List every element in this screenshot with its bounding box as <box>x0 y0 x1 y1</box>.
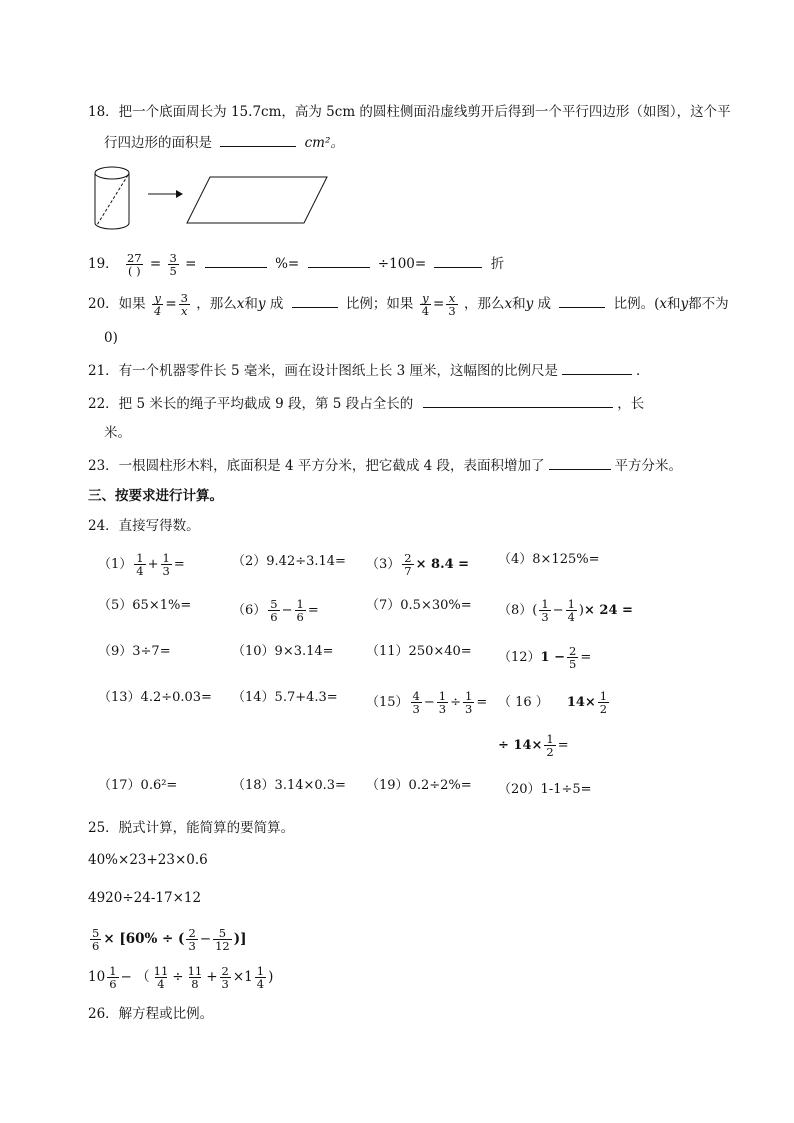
q26-title: 26．解方程或比例。 <box>88 1006 214 1022</box>
q19-line: 19． $\frac{27}{( )}$ = $\frac{3}{5}$ = %= ÷100= 折 <box>88 251 505 278</box>
q24-item-4: （4）8×125%= <box>498 552 600 567</box>
q19-blank-2[interactable] <box>308 253 370 268</box>
q18-line2: 行四边形的面积是 cm²。 <box>104 132 344 153</box>
q25-expr-3: $\frac{5}{6}$ × [60% ÷ ( $\frac{2}{3}$ − $\frac{5}{12}$ )] <box>92 926 247 953</box>
q24-item-8: （8）( $\frac{1}{3}$ − $\frac{1}{4}$ )× 24 = <box>498 597 633 624</box>
q22-blank[interactable] <box>423 393 613 408</box>
q19-fraction-2: $\frac{3}{5}$ <box>169 251 177 278</box>
q20-blank-1[interactable] <box>292 293 338 308</box>
q22-line2: 米。 <box>104 425 131 441</box>
cut-dashed-line <box>97 175 128 225</box>
q24-title: 24．直接写得数。 <box>88 518 200 534</box>
q24-item-18: （18）3.14×0.3= <box>232 778 346 793</box>
cylinder-to-parallelogram-figure <box>88 165 338 235</box>
q24-item-3: （3） $\frac{2}{7}$ × 8.4 = <box>366 551 470 578</box>
q20-blank-2[interactable] <box>559 293 605 308</box>
q24-item-17: （17）0.6²= <box>98 778 178 793</box>
q24-item-16-cont: ÷ 14× $\frac{1}{2}$ = <box>498 732 569 759</box>
parallelogram <box>187 177 327 223</box>
q24-item-16: （ 16 ） 14× $\frac{1}{2}$ <box>498 689 608 716</box>
cylinder-bottom <box>95 223 129 229</box>
q24-item-20: （20）1-1÷5= <box>498 782 592 797</box>
q23-blank[interactable] <box>549 455 611 470</box>
q24-item-6: （6） $\frac{5}{6}$ − $\frac{1}{6}$ = <box>232 597 319 624</box>
q24-item-10: （10）9×3.14= <box>232 644 334 659</box>
q18-answer-blank[interactable] <box>220 132 296 147</box>
q19-blank-3[interactable] <box>434 253 482 268</box>
q18-line1: 18．把一个底面周长为 15.7cm，高为 5cm 的圆柱侧面沿虚线剪开后得到一个平行四边形（如图），这个平 <box>88 104 731 120</box>
q25-title: 25．脱式计算，能简算的要简算。 <box>88 820 295 836</box>
q19-blank-1[interactable] <box>205 253 267 268</box>
q25-expr-1: 40%×23+23×0.6 <box>88 852 208 868</box>
q24-item-13: （13）4.2÷0.03= <box>98 690 212 705</box>
q24-item-19: （19）0.2÷2%= <box>366 778 472 793</box>
q19-fraction-1: $\frac{27}{( )}$ <box>126 251 142 278</box>
q24-item-12: （12）1 − $\frac{2}{5}$ = <box>498 644 592 671</box>
q24-item-2: （2）9.42÷3.14= <box>232 554 346 569</box>
section-3-heading: 三、按要求进行计算。 <box>88 488 223 504</box>
q24-item-15: （15） $\frac{4}{3}$ − $\frac{1}{3}$ ÷ $\frac{1}{3}$ = <box>366 689 488 716</box>
cylinder-top <box>95 167 129 179</box>
q24-item-1: （1） $\frac{1}{4}$ + $\frac{1}{3}$ = <box>98 551 185 578</box>
q24-item-7: （7）0.5×30%= <box>366 598 472 613</box>
q25-expr-2: 4920÷24-17×12 <box>88 890 202 906</box>
q24-item-5: （5）65×1%= <box>98 598 192 613</box>
arrow-head-icon <box>176 190 183 198</box>
q22-line1: 22．把 5 米长的绳子平均截成 9 段，第 5 段占全长的 ，长 <box>88 393 644 414</box>
q21-blank[interactable] <box>562 360 632 375</box>
q21-line: 21．有一个机器零件长 5 毫米，画在设计图纸上长 3 厘米，这幅图的比例尺是 ． <box>88 360 650 381</box>
q24-item-14: （14）5.7+4.3= <box>232 690 338 705</box>
q24-item-11: （11）250×40= <box>366 644 472 659</box>
q23-line: 23．一根圆柱形木料，底面积是 4 平方分米，把它截成 4 段，表面积增加了 平方分米。 <box>88 455 682 476</box>
q20-line2: 0) <box>104 330 118 346</box>
q24-item-9: （9）3÷7= <box>98 644 171 659</box>
q25-expr-4: 10 $\frac{1}{6}$ − （ $\frac{11}{4}$ ÷ $\frac{11}{8}$ + $\frac{2}{3}$ ×1 $\frac{1}{4}$ ) <box>88 964 274 991</box>
q20-line1: 20．如果 $\frac{y}{4}$ = $\frac{3}{x}$ ，那么x和y 成 比例；如果 $\frac{y}{4}$ = $\frac{x}{3}$ ，那么x和y 成 比例。(x和y都不为 <box>88 291 729 318</box>
